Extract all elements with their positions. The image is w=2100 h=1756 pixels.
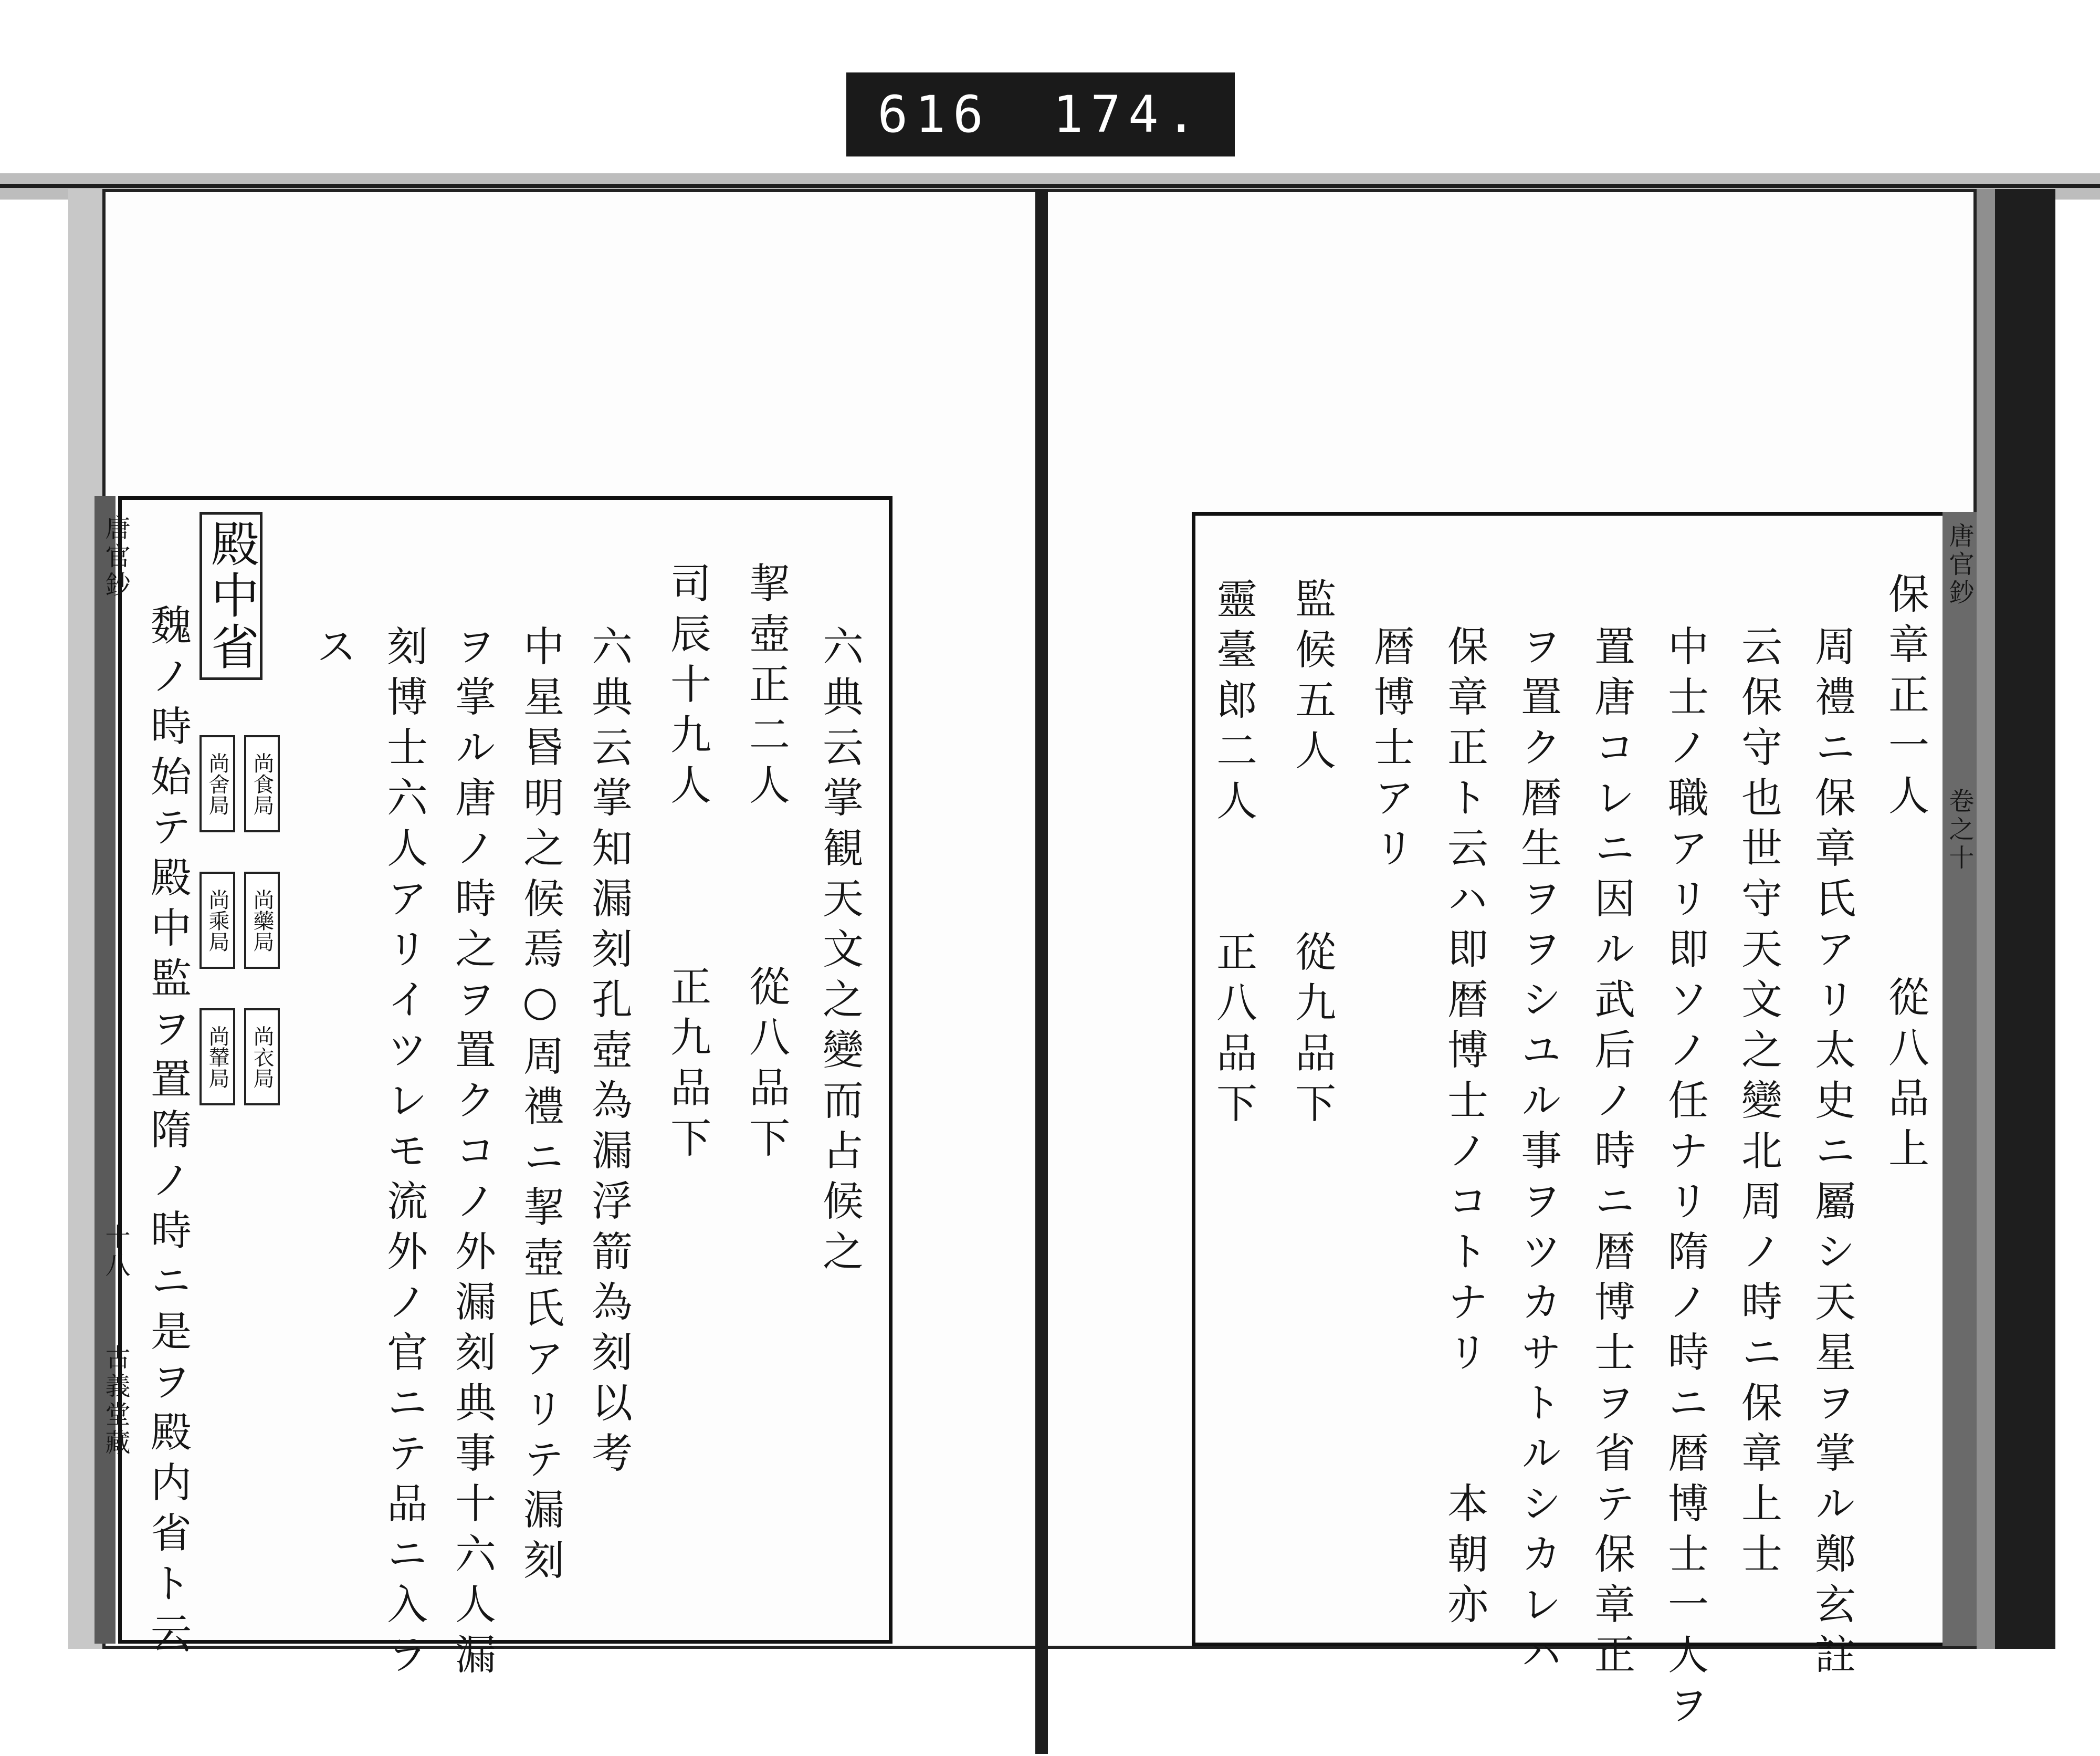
right-column-6: ヲ置ク暦生ヲヲシユル事ヲツカサトルシカレハ <box>1514 625 1561 1684</box>
left-column-2: 挈壺正二人 從八品下 <box>742 562 790 1167</box>
right-column-5: 置唐コレニ因ル武后ノ時ニ暦博士ヲ省テ保章正 <box>1588 625 1635 1684</box>
right-margin-strip <box>1942 512 1977 1646</box>
left-margin-bottom: 古義堂藏 <box>101 1344 130 1458</box>
right-column-2: 周禮ニ保章氏アリ太史ニ屬シ天星ヲ掌ル鄭玄註 <box>1808 625 1855 1684</box>
archive-label-left: 616 <box>877 85 991 144</box>
right-column-1: 保章正一人 從八品上 <box>1882 572 1929 1177</box>
center-spine <box>1035 189 1048 1754</box>
right-column-3: 云保守也世守天文之變北周ノ時ニ保章上士 <box>1735 625 1782 1583</box>
left-column-1: 六典云掌観天文之變而占候之 <box>816 625 863 1280</box>
left-column-3: 司辰十九人 正九品下 <box>664 562 711 1167</box>
right-column-8: 暦博士アリ <box>1367 625 1414 877</box>
bureau-2b: 尚乘局 <box>200 872 235 969</box>
right-cover-grey <box>1974 189 1995 1649</box>
right-cover-edge <box>1992 189 2055 1649</box>
right-column-9: 監候五人 從九品下 <box>1288 578 1336 1132</box>
left-column-7: 刻博士六人アリイツレモ流外ノ官ニテ品ニ入ラ <box>380 625 427 1684</box>
bureau-3b: 尚輦局 <box>200 1008 235 1105</box>
right-column-4: 中士ノ職アリ即ソノ任ナリ隋ノ時ニ暦博士一人ヲ <box>1661 625 1708 1734</box>
bureau-1b: 尚舍局 <box>200 735 235 832</box>
left-margin-title: 唐官鈔 <box>101 515 130 600</box>
right-margin-volume: 卷之十 <box>1945 788 1974 873</box>
left-column-6: ヲ掌ル唐ノ時之ヲ置クコノ外漏刻典事十六人漏 <box>448 625 496 1684</box>
archive-label-right: 174. <box>1053 85 1204 144</box>
office-title-box: 殿中省 <box>200 512 262 680</box>
left-margin-number: 十八 <box>101 1224 130 1280</box>
archive-label <box>846 72 1235 156</box>
right-margin-title: 唐官鈔 <box>1945 522 1974 608</box>
right-column-10: 靈臺郎二人 正八品下 <box>1210 578 1257 1132</box>
bureau-1a: 尚食局 <box>244 735 280 832</box>
top-edge-line <box>0 184 2100 188</box>
left-column-4: 六典云掌知漏刻孔壺為漏浮箭為刻以考 <box>585 625 632 1482</box>
left-column-9: 魏ノ時始テ殿中監ヲ置隋ノ時ニ是ヲ殿内省ト云 <box>144 604 191 1663</box>
left-column-5: 中星昬明之候焉○周禮ニ挈壺氏アリテ漏刻 <box>517 625 564 1589</box>
bureau-2a: 尚藥局 <box>244 872 280 969</box>
left-column-8: ス <box>309 625 356 675</box>
right-column-7: 保章正ト云ハ即暦博士ノコトナリ 本朝亦 <box>1441 625 1488 1633</box>
left-margin-strip <box>94 496 116 1644</box>
bureau-3a: 尚衣局 <box>244 1008 280 1105</box>
